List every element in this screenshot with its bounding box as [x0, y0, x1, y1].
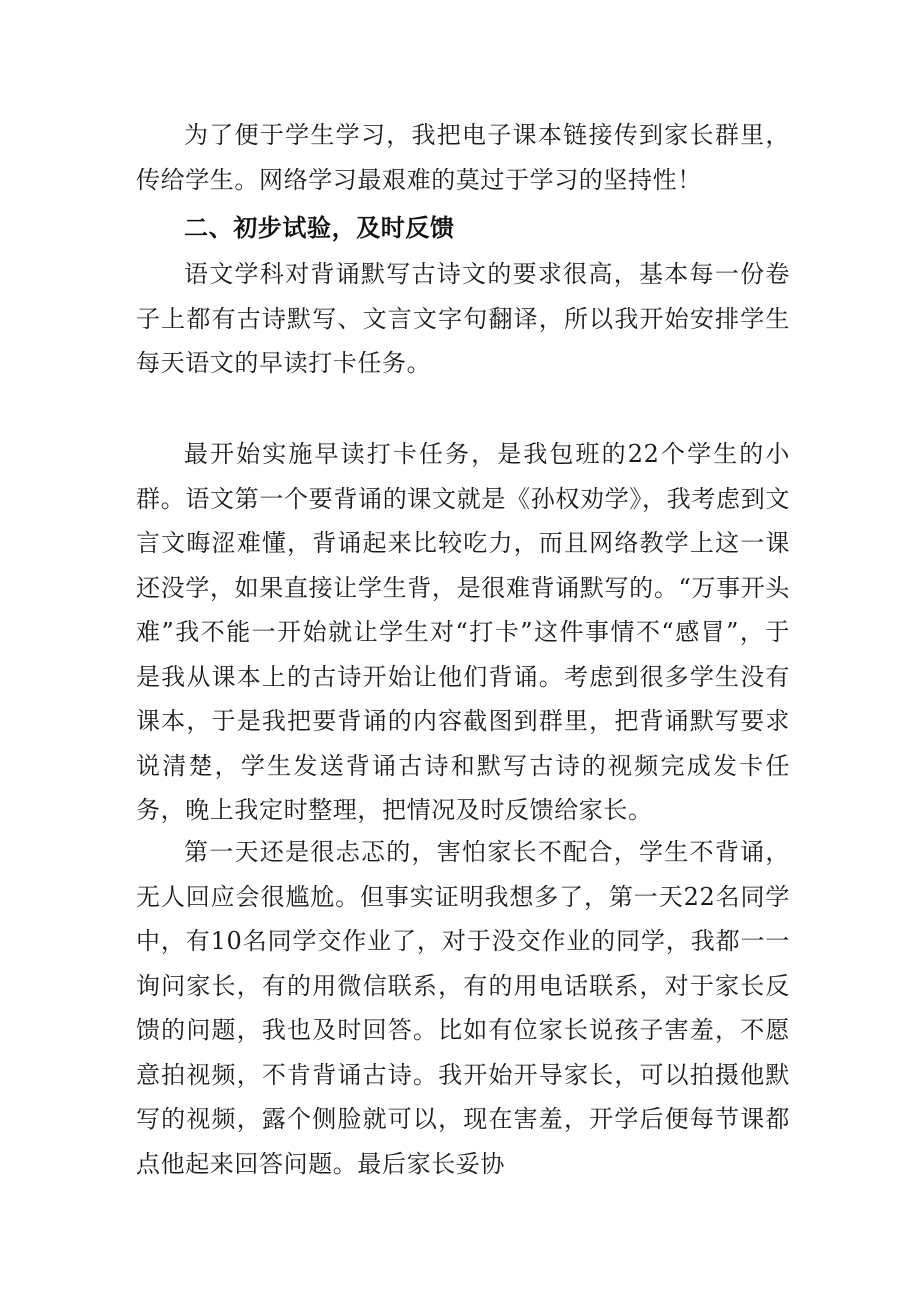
paragraph-textbook-link: 为了便于学生学习，我把电子课本链接传到家长群里，传给学生。网络学习最艰难的莫过于学习的坚持性！ [136, 121, 790, 194]
section-heading: 二、初步试验，及时反馈 [184, 214, 455, 242]
paragraph-first-day: 第一天还是很忐忑的，害怕家长不配合，学生不背诵，无人回应会很尴尬。但事实证明我想多了，第一天22名同学中，有10名同学交作业了，对于没交作业的同学，我都一一询问家长，有的用微信联系，有的用电话联系，对于家长反馈的问题，我也及时回答。比如有位家长说孩子害羞，不愿意拍视频，不肯背诵古诗。我开始开导家长，可以拍摄他默写的视频，露个侧脸就可以，现在害羞，开学后便每节课都点他起来回答问题。最后家长妥协 [136, 838, 790, 1178]
paragraph-morning-reading-task: 最开始实施早读打卡任务，是我包班的22个学生的小群。语文第一个要背诵的课文就是《孙权劝学》，我考虑到文言文晦涩难懂，背诵起来比较吃力，而且网络教学上这一课还没学，如果直接让学生背，是很难背诵默写的。“万事开头难”我不能一开始就让学生对“打卡”这件事情不“感冒”，于是我从课本上的古诗开始让他们背诵。考虑到很多学生没有课本，于是我把要背诵的内容截图到群里，把背诵默写要求说清楚，学生发送背诵古诗和默写古诗的视频完成发卡任务，晚上我定时整理，把情况及时反馈给家长。 [136, 440, 790, 824]
paragraph-recitation-requirement: 语文学科对背诵默写古诗文的要求很高，基本每一份卷子上都有古诗默写、文言文字句翻译，所以我开始安排学生每天语文的早读打卡任务。 [136, 260, 790, 377]
